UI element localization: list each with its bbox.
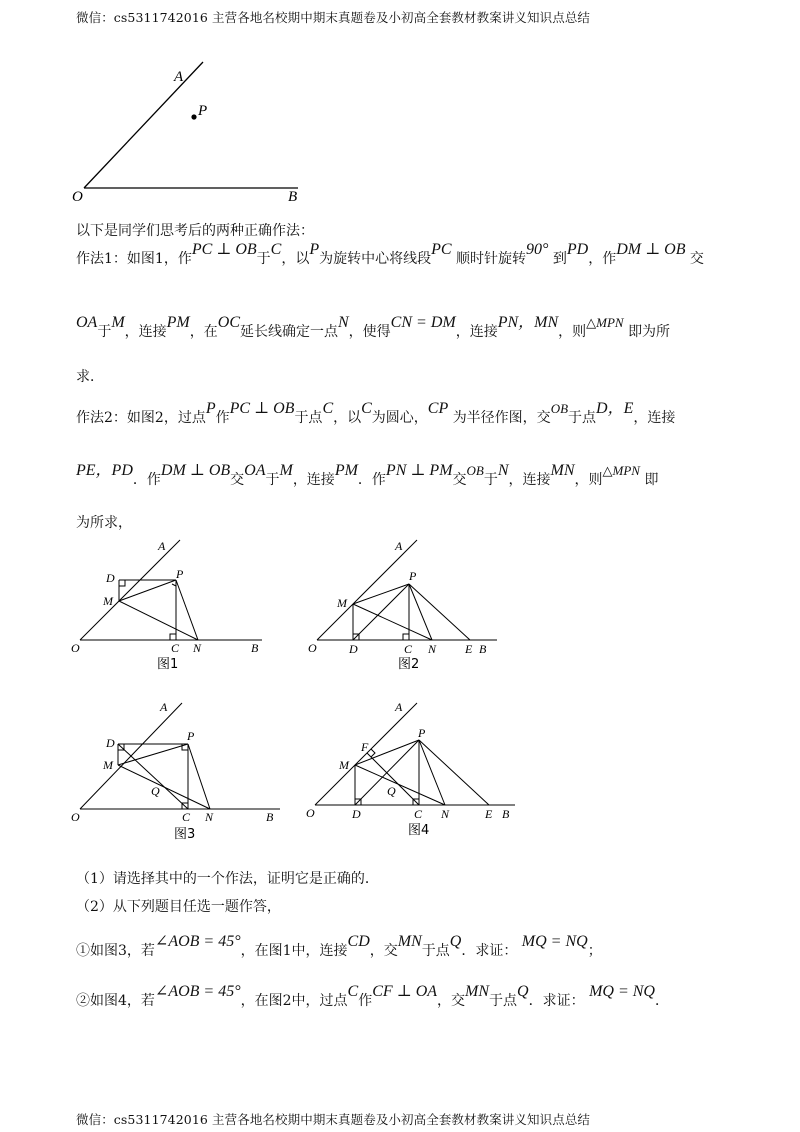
label-p: P bbox=[198, 103, 208, 119]
figure-3 bbox=[70, 695, 285, 845]
figure-4-caption: 图4 bbox=[408, 823, 430, 838]
question-2-option-1: ①如图3，若∠AOB = 45°，在图1中，连接CD，交MN于点Q．求证： MQ = NQ； bbox=[76, 933, 602, 959]
method2-line3: 为所求， bbox=[76, 515, 132, 531]
svg-text:F: F bbox=[361, 740, 369, 754]
point-p bbox=[191, 114, 196, 119]
svg-text:C: C bbox=[414, 807, 423, 821]
figure-1 bbox=[70, 535, 270, 670]
svg-text:B: B bbox=[502, 807, 510, 821]
label-b: B bbox=[288, 189, 298, 205]
svg-text:D: D bbox=[106, 736, 115, 750]
method1-line2: OA于M，连接PM，在OC延长线确定一点N，使得CN = DM，连接PN，MN，则△MPN 即为所 bbox=[76, 314, 671, 340]
page-footer: 微信：cs5311742016 主营各地名校期中期末真题卷及小初高全套教材教案讲义知识点总结 bbox=[76, 1112, 591, 1127]
figure-2 bbox=[305, 535, 505, 670]
label-a: A bbox=[174, 69, 184, 85]
svg-text:M: M bbox=[103, 594, 113, 608]
svg-text:E: E bbox=[485, 807, 493, 821]
svg-text:O: O bbox=[308, 641, 317, 655]
svg-text:B: B bbox=[266, 810, 274, 824]
svg-text:O: O bbox=[71, 641, 80, 655]
method1-line3: 求． bbox=[76, 369, 104, 385]
svg-text:B: B bbox=[479, 642, 487, 656]
svg-text:D: D bbox=[349, 642, 358, 656]
method2-line1: 作法2：如图2，过点P作PC ⊥ OB于点C，以C为圆心，CP 为半径作图，交OB于点D，E，连接 bbox=[76, 400, 676, 426]
svg-text:Q: Q bbox=[151, 784, 160, 798]
svg-text:A: A bbox=[395, 700, 403, 714]
svg-text:P: P bbox=[418, 726, 426, 740]
svg-text:A: A bbox=[395, 539, 403, 553]
ray-oa bbox=[84, 62, 203, 188]
svg-text:E: E bbox=[465, 642, 473, 656]
svg-text:M: M bbox=[103, 758, 113, 772]
svg-text:P: P bbox=[187, 729, 195, 743]
figure-4 bbox=[305, 695, 525, 845]
figure-3-caption: 图3 bbox=[174, 827, 196, 842]
figure-2-caption: 图2 bbox=[398, 657, 420, 670]
svg-text:N: N bbox=[428, 642, 437, 656]
svg-text:N: N bbox=[205, 810, 214, 824]
svg-text:O: O bbox=[71, 810, 80, 824]
svg-text:C: C bbox=[404, 642, 413, 656]
method2-line2: PE，PD．作DM ⊥ OB交OA于M，连接PM．作PN ⊥ PM交OB于N，连接MN，则△MPN 即 bbox=[76, 462, 659, 488]
question-1: （1）请选择其中的一个作法，证明它是正确的． bbox=[76, 871, 379, 887]
svg-text:A: A bbox=[158, 539, 166, 553]
svg-text:D: D bbox=[352, 807, 361, 821]
svg-text:A: A bbox=[160, 700, 168, 714]
method1-line1: 作法1：如图1，作PC ⊥ OB于C，以P为旋转中心将线段PC 顺时针旋转90° 到PD，作DM ⊥ OB 交 bbox=[76, 241, 704, 267]
svg-text:C: C bbox=[182, 810, 191, 824]
svg-text:P: P bbox=[409, 569, 417, 583]
svg-text:Q: Q bbox=[387, 784, 396, 798]
label-o: O bbox=[72, 189, 83, 205]
figure-1-caption: 图1 bbox=[157, 657, 179, 670]
svg-text:O: O bbox=[306, 806, 315, 820]
svg-text:M: M bbox=[339, 758, 349, 772]
svg-text:D: D bbox=[106, 571, 115, 585]
svg-text:N: N bbox=[441, 807, 450, 821]
intro-text: 以下是同学们思考后的两种正确作法： bbox=[76, 223, 314, 239]
svg-text:B: B bbox=[251, 641, 259, 655]
question-2: （2）从下列题目任选一题作答， bbox=[76, 899, 281, 915]
question-2-option-2: ②如图4，若∠AOB = 45°，在图2中，过点C作CF ⊥ OA，交MN于点Q．求证： MQ = NQ． bbox=[76, 983, 669, 1009]
svg-text:C: C bbox=[171, 641, 180, 655]
top-angle-figure bbox=[70, 55, 330, 205]
svg-text:P: P bbox=[176, 567, 184, 581]
svg-text:M: M bbox=[337, 596, 347, 610]
page-header: 微信：cs5311742016 主营各地名校期中期末真题卷及小初高全套教材教案讲义知识点总结 bbox=[76, 10, 591, 25]
svg-text:N: N bbox=[193, 641, 202, 655]
